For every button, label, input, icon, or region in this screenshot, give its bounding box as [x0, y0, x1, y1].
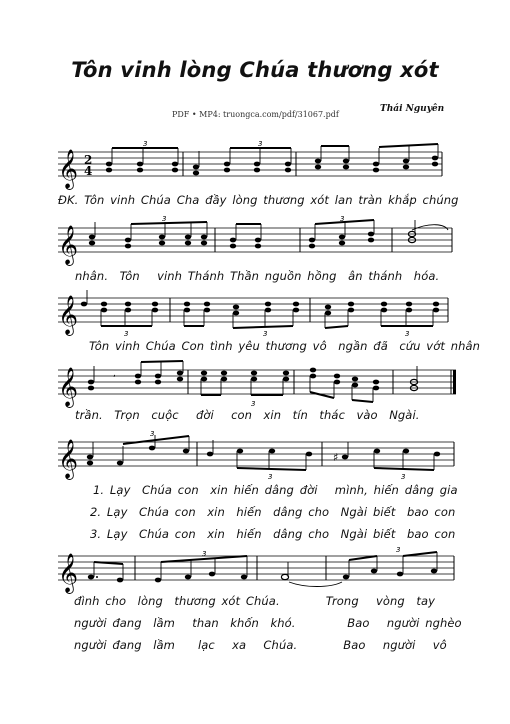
- treble-clef-icon: 𝄞: [58, 149, 79, 189]
- lyric-line-3: Tôn vinh Chúa Con tình yêu thương vô ngần đã cứu vớt nhân: [89, 339, 481, 353]
- triplet-mark: 3: [405, 330, 410, 338]
- half-notes: [281, 574, 288, 579]
- time-signature-bottom: 4: [84, 164, 93, 178]
- note: [224, 168, 230, 173]
- triplet-mark: 3: [124, 330, 129, 338]
- staff-4: [0, 360, 510, 410]
- staff-2: [0, 215, 510, 268]
- lyric-line-2: nhân. Tôn vinh Thánh Thần nguồn hồng ân thánh hóa.: [75, 269, 440, 283]
- triplet-mark: 3: [401, 473, 406, 481]
- triplet-mark: 3: [340, 215, 345, 223]
- triplet-mark: 3: [150, 430, 155, 438]
- note: [254, 162, 260, 167]
- triplet-mark: 3: [268, 473, 273, 481]
- note: [315, 159, 321, 164]
- note: [432, 162, 438, 167]
- lyric-line-4: trần. Trọn cuộc đời con xin tín thác vào Ngài.: [75, 408, 420, 422]
- time-signature-top: 2: [84, 153, 93, 167]
- verse-1-line-b: đình cho lòng thương xót Chúa. Trong vòng tay: [74, 594, 435, 608]
- staff-3: [0, 288, 510, 338]
- verse-1-line-a: 1. Lạy Chúa con xin hiến dâng đời mình, hiến dâng gia: [93, 483, 458, 497]
- notes: [106, 156, 438, 176]
- tie: [289, 582, 342, 587]
- staff-1: [0, 142, 510, 192]
- treble-clef-icon: 𝄞: [58, 367, 79, 407]
- source-link[interactable]: PDF • MP4: truongca.com/pdf/31067.pdf: [172, 110, 339, 119]
- note: [172, 168, 178, 173]
- triplet-mark: 3: [251, 400, 256, 408]
- verse-3-line-a: 3. Lạy Chúa con xin hiến dâng cho Ngài biết bao con: [90, 527, 456, 541]
- note: [343, 165, 349, 170]
- staff-6: [0, 546, 510, 596]
- verse-2-line-b: người đang lầm than khốn khó. Bao người nghèo: [74, 616, 462, 630]
- triplet-mark: 3: [263, 330, 268, 338]
- note: [285, 162, 291, 167]
- triplet-mark: 3: [396, 546, 401, 554]
- verse-3-line-b: người đang lầm lạc xa Chúa. Bao người vô: [74, 638, 447, 652]
- note: [373, 168, 379, 173]
- note: [106, 162, 112, 167]
- note: [343, 159, 349, 164]
- verse-2-line-a: 2. Lạy Chúa con xin hiến dâng cho Ngài biết bao con: [90, 505, 456, 519]
- treble-clef-icon: 𝄞: [58, 553, 79, 593]
- note: [193, 165, 199, 170]
- note: [193, 171, 199, 176]
- notes: [88, 368, 379, 391]
- note: [373, 162, 379, 167]
- triplet-mark: 3: [143, 140, 148, 148]
- note: [254, 168, 260, 173]
- sharp-icon: ♯: [333, 451, 339, 464]
- treble-clef-icon: 𝄞: [58, 225, 79, 265]
- note: [403, 165, 409, 170]
- half-notes: [410, 379, 417, 390]
- note: [403, 159, 409, 164]
- note: [432, 156, 438, 161]
- staff-5: [0, 432, 510, 482]
- beams: [112, 144, 438, 148]
- slur: [412, 225, 448, 230]
- triplet-mark: 3: [202, 550, 207, 558]
- lyric-line-1: ĐK. Tôn vinh Chúa Cha đầy lòng thương xót lan tràn khắp chúng: [58, 193, 459, 207]
- half-notes: [408, 231, 415, 242]
- note: [172, 162, 178, 167]
- breath-mark: ,: [113, 369, 116, 379]
- final-barline: [453, 370, 456, 394]
- composer-name: Thái Nguyên: [380, 104, 445, 114]
- triplet-mark: 3: [258, 140, 263, 148]
- triplet-mark: 3: [162, 215, 167, 223]
- treble-clef-icon: 𝄞: [58, 295, 79, 335]
- note: [285, 168, 291, 173]
- note: [224, 162, 230, 167]
- staff-lines: [58, 152, 442, 176]
- note: [315, 165, 321, 170]
- note: [137, 162, 143, 167]
- song-title: Tôn vinh lòng Chúa thương xót: [71, 58, 439, 82]
- treble-clef-icon: 𝄞: [58, 439, 79, 479]
- note: [106, 168, 112, 173]
- note: [137, 168, 143, 173]
- notes: [87, 446, 440, 466]
